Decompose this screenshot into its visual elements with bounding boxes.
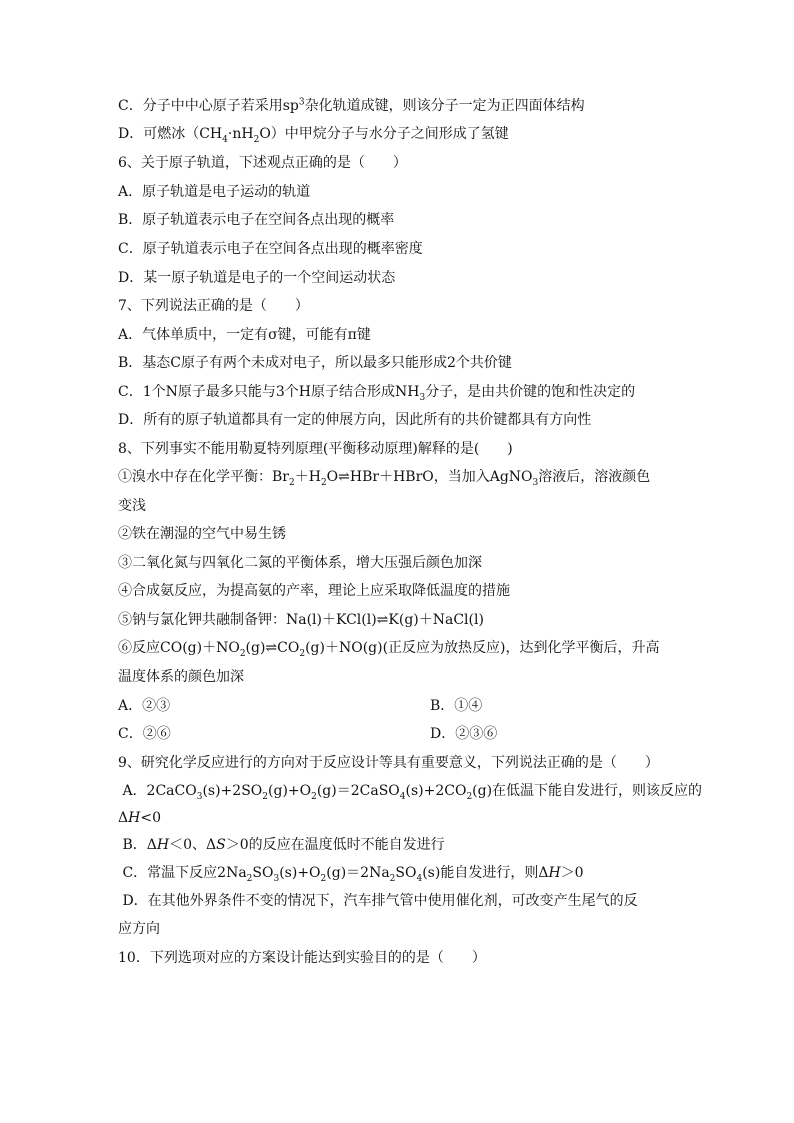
- answer-option-q8-c: C．②⑥: [118, 726, 171, 742]
- text-line-l30: 应方向: [118, 921, 160, 937]
- text-line-l27: B．ΔH＜0、ΔS＞0的反应在温度低时不能自发进行: [118, 837, 445, 853]
- text-line-l21: 温度体系的颜色加深: [118, 669, 244, 685]
- text-line-l10: B．基态C原子有两个未成对电子，所以最多只能形成2个共价键: [118, 355, 512, 371]
- text-line-l03: 6、关于原子轨道，下述观点正确的是（ ）: [118, 155, 407, 171]
- text-line-l25: A．$2CaCO_3(s)+2SO_2(g)+O_2(g)=2CaSO_4(s)+2CO_2(g)$在低温下能自发进行，则该反应的: [118, 783, 703, 802]
- text-line-l17: ③二氧化氮与四氧化二氮的平衡体系，增大压强后颜色加深: [118, 555, 482, 571]
- text-line-l20: ⑥反应$CO(g)+NO_2(g)\rightleftharpoons CO_2(g)+NO(g)$(正反应为放热反应)，达到化学平衡后，升高: [118, 640, 660, 659]
- text-line-l24: 9、研究化学反应进行的方向对于反应设计等具有重要意义，下列说法正确的是（ ）: [118, 755, 659, 771]
- text-line-l05: B．原子轨道表示电子在空间各点出现的概率: [118, 212, 395, 228]
- answer-option-q8-b: B．①④: [430, 698, 483, 714]
- answer-option-q8-a: A．②③: [118, 698, 171, 714]
- text-line-l01: C．分子中中心原子若采用$sp^3$杂化轨道成键，则该分子一定为正四面体结构: [118, 97, 585, 114]
- text-line-l07: D．某一原子轨道是电子的一个空间运动状态: [118, 270, 396, 286]
- text-line-l06: C．原子轨道表示电子在空间各点出现的概率密度: [118, 241, 423, 257]
- text-line-l11: C．1个N原子最多只能与3个H原子结合形成$NH_3$分子，是由共价键的饱和性决定的: [118, 384, 636, 403]
- answer-option-q8-d: D．②③⑥: [430, 726, 498, 742]
- text-line-l14: ①溴水中存在化学平衡：$Br_2+H_2O\rightleftharpoons HBr+HBrO$，当加入AgNO$_3$溶液后，溶液颜色: [118, 469, 651, 488]
- text-line-l19: ⑤钠与氯化钾共融制备钾：Na(l)＋KCl(l)⇌K(g)＋NaCl(l): [118, 612, 484, 628]
- text-line-l29: D．在其他外界条件不变的情况下，汽车排气管中使用催化剂，可改变产生尾气的反: [118, 893, 638, 909]
- text-line-l28: C．常温下反应$2Na_2SO_3(s)+O_2(g)=2Na_2SO_4(s)$能自发进行，则ΔH＞0: [118, 865, 584, 884]
- text-line-l18: ④合成氨反应，为提高氨的产率，理论上应采取降低温度的措施: [118, 583, 510, 599]
- text-line-l09: A．气体单质中，一定有σ键，可能有π键: [118, 327, 371, 343]
- text-line-l04: A．原子轨道是电子运动的轨道: [118, 184, 311, 200]
- text-line-l12: D．所有的原子轨道都具有一定的伸展方向，因此所有的共价键都具有方向性: [118, 412, 592, 428]
- text-line-l26: ΔH<0: [118, 810, 161, 826]
- text-line-l08: 7、下列说法正确的是（ ）: [118, 298, 309, 314]
- text-line-l13: 8、下列事实不能用勒夏特列原理(平衡移动原理)解释的是( ): [118, 441, 513, 457]
- text-line-l15: 变浅: [118, 498, 146, 514]
- text-line-l16: ②铁在潮湿的空气中易生锈: [118, 526, 286, 542]
- text-line-l02: D．可燃冰$(CH_4\cdot nH_2O)$中甲烷分子与水分子之间形成了氢键: [118, 126, 509, 145]
- text-line-l31: 10．下列选项对应的方案设计能达到实验目的的是（ ）: [118, 950, 486, 966]
